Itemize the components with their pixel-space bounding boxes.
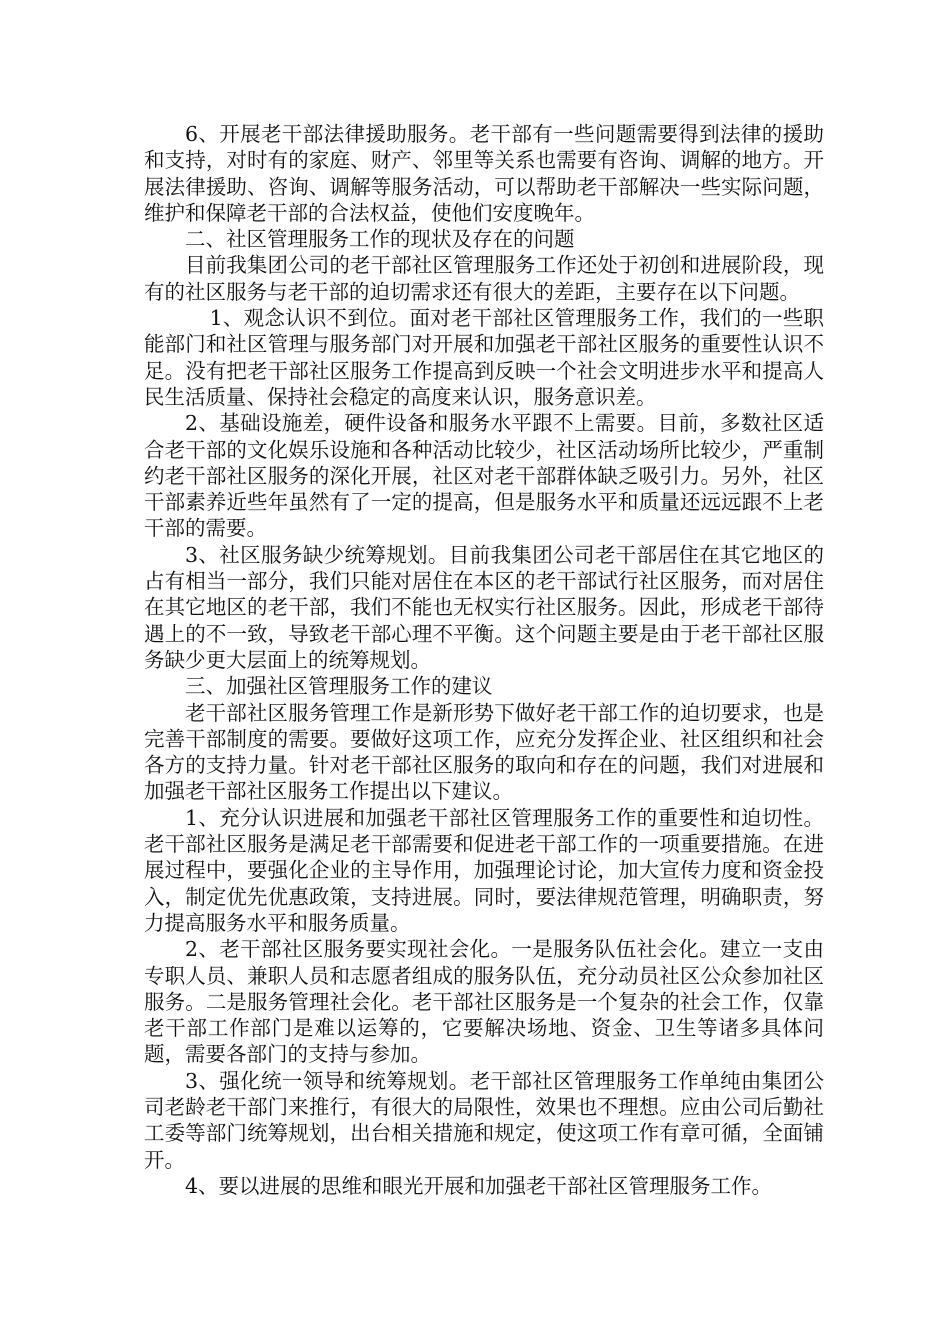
paragraph-current-status: 目前我集团公司的老干部社区管理服务工作还处于初创和进展阶段，现有的社区服务与老干部的迫切需求还有很大的差距，主要存在以下问题。 — [144, 253, 824, 304]
paragraph-issue-1: 1、观念认识不到位。面对老干部社区管理服务工作，我们的一些职能部门和社区管理与服务部门对开展和加强老干部社区服务的重要性认识不足。没有把老干部社区服务工作提高到反映一个社会文明进步水平和提高人民生活质量、保持社会稳定的高度来认识，服务意识差。 — [144, 306, 824, 409]
paragraph-suggestions-intro: 老干部社区服务管理工作是新形势下做好老干部工作的迫切要求，也是完善干部制度的需要。要做好这项工作，应充分发挥企业、社区组织和社会各方的支持力量。针对老干部社区服务的取向和存在的问题，我们对进展和加强老干部社区服务工作提出以下建议。 — [144, 700, 824, 804]
paragraph-suggestion-2: 2、老干部社区服务要实现社会化。一是服务队伍社会化。建立一支由专职人员、兼职人员和志愿者组成的服务队伍，充分动员社区公众参加社区服务。二是服务管理社会化。老干部社区服务是一个复杂的社会工作，仅靠老干部工作部门是难以运筹的，它要解决场地、资金、卫生等诸多具体问题，需要各部门的支持与参加。 — [144, 937, 824, 1067]
paragraph-suggestion-3: 3、强化统一领导和统筹规划。老干部社区管理服务工作单纯由集团公司老龄老干部门来推行，有很大的局限性，效果也不理想。应由公司后勤社工委等部门统筹规划，出台相关措施和规定，使这项工作有章可循，全面铺开。 — [144, 1068, 824, 1172]
paragraph-issue-2: 2、基础设施差，硬件设备和服务水平跟不上需要。目前，多数社区适合老干部的文化娱乐设施和各种活动比较少，社区活动场所比较少，严重制约老干部社区服务的深化开展，社区对老干部群体缺乏吸引力。另外，社区干部素养近些年虽然有了一定的提高，但是服务水平和质量还远远跟不上老干部的需要。 — [144, 411, 824, 541]
paragraph-issue-3: 3、社区服务缺少统筹规划。目前我集团公司老干部居住在其它地区的占有相当一部分，我们只能对居住在本区的老干部试行社区服务，而对居住在其它地区的老干部，我们不能也无权实行社区服务。因此，形成老干部待遇上的不一致，导致老干部心理不平衡。这个问题主要是由于老干部社区服务缺少更大层面上的统筹规划。 — [144, 542, 824, 672]
paragraph-suggestion-1: 1、充分认识进展和加强老干部社区管理服务工作的重要性和迫切性。老干部社区服务是满足老干部需要和促进老干部工作的一项重要措施。在进展过程中，要强化企业的主导作用，加强理论讨论，加大宣传力度和资金投入，制定优先优惠政策，支持进展。同时，要法律规范管理，明确职责，努力提高服务水平和服务质量。 — [144, 805, 824, 935]
section-heading-3: 三、加强社区管理服务工作的建议 — [185, 674, 493, 699]
paragraph-suggestion-4: 4、要以进展的思维和眼光开展和加强老干部社区管理服务工作。 — [185, 1173, 773, 1198]
section-heading-2: 二、社区管理服务工作的现状及存在的问题 — [185, 227, 575, 252]
paragraph-legal-aid: 6、开展老干部法律援助服务。老干部有一些问题需要得到法律的援助和支持，对时有的家庭、财产、邻里等关系也需要有咨询、调解的地方。开展法律援助、咨询、调解等服务活动，可以帮助老干部解决一些实际问题，维护和保障老干部的合法权益，使他们安度晚年。 — [144, 122, 824, 225]
document-body — [144, 121, 824, 1199]
